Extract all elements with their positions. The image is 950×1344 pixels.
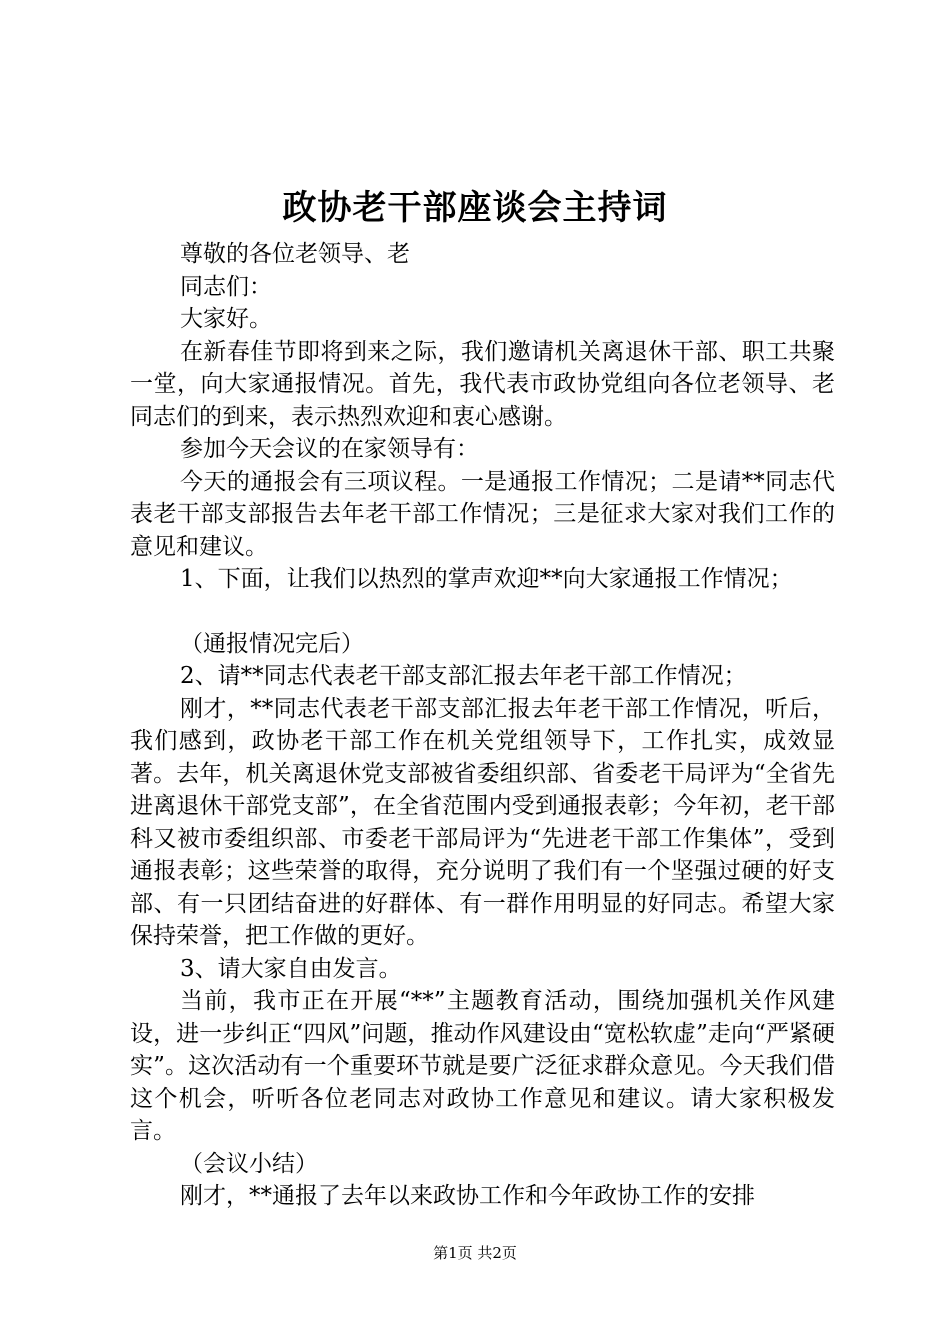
paragraph-opening: 在新春佳节即将到来之际，我们邀请机关离退休干部、职工共聚一堂，向大家通报情况。首先，我代表市政协党组向各位老领导、老同志们的到来，表示热烈欢迎和衷心感谢。 [130, 338, 835, 430]
paragraph-attendees: 参加今天会议的在家领导有： [180, 436, 479, 462]
paragraph-greeting: 大家好。 [180, 306, 272, 332]
paragraph-agenda-item-1: 1、下面，让我们以热烈的掌声欢迎**向大家通报工作情况； [180, 566, 793, 592]
paragraph-meeting-summary: （会议小结） [180, 1150, 318, 1177]
paragraph-commendation: 刚才，**同志代表老干部支部汇报去年老干部工作情况，听后，我们感到，政协老干部工作在机关党组领导下，工作扎实，成效显著。去年，机关离退休党支部被省委组织部、省委老干局评为“全省先进离退休干部党支部”，在全省范围内受到通报表彰；今年初，老干部科又被市委组织部、市委老干部局评为“先进老干部工作集体”，受到通报表彰；这些荣誉的取得，充分说明了我们有一个坚强过硬的好支部、有一只团结奋进的好群体、有一群作用明显的好同志。希望大家保持荣誉，把工作做的更好。 [130, 695, 835, 949]
paragraph-agenda-item-3: 3、请大家自由发言。 [180, 955, 402, 982]
paragraph-comrades: 同志们： [180, 273, 272, 300]
paragraph-report-done: （通报情况完后） [180, 630, 364, 657]
paragraph-education-campaign: 当前，我市正在开展“**”主题教育活动，围绕加强机关作风建设，进一步纠正“四风”问题，推动作风建设由“宽松软虚”走向“严紧硬实”。这次活动有一个重要环节就是要广泛征求群众意见。今天我们借这个机会，听听各位老同志对政协工作意见和建议。请大家积极发言。 [130, 988, 835, 1144]
document-body [130, 238, 835, 1213]
document-title: 政协老干部座谈会主持词 [282, 188, 668, 228]
paragraph-closing: 刚才，**通报了去年以来政协工作和今年政协工作的安排 [180, 1183, 755, 1209]
paragraph-salutation: 尊敬的各位老领导、老 [180, 241, 410, 267]
paragraph-agenda: 今天的通报会有三项议程。一是通报工作情况；二是请**同志代表老干部支部报告去年老干部工作情况；三是征求大家对我们工作的意见和建议。 [130, 468, 835, 560]
paragraph-agenda-item-2: 2、请**同志代表老干部支部汇报去年老干部工作情况； [180, 663, 747, 689]
page-footer: 第1页 共2页 [433, 1244, 517, 1262]
